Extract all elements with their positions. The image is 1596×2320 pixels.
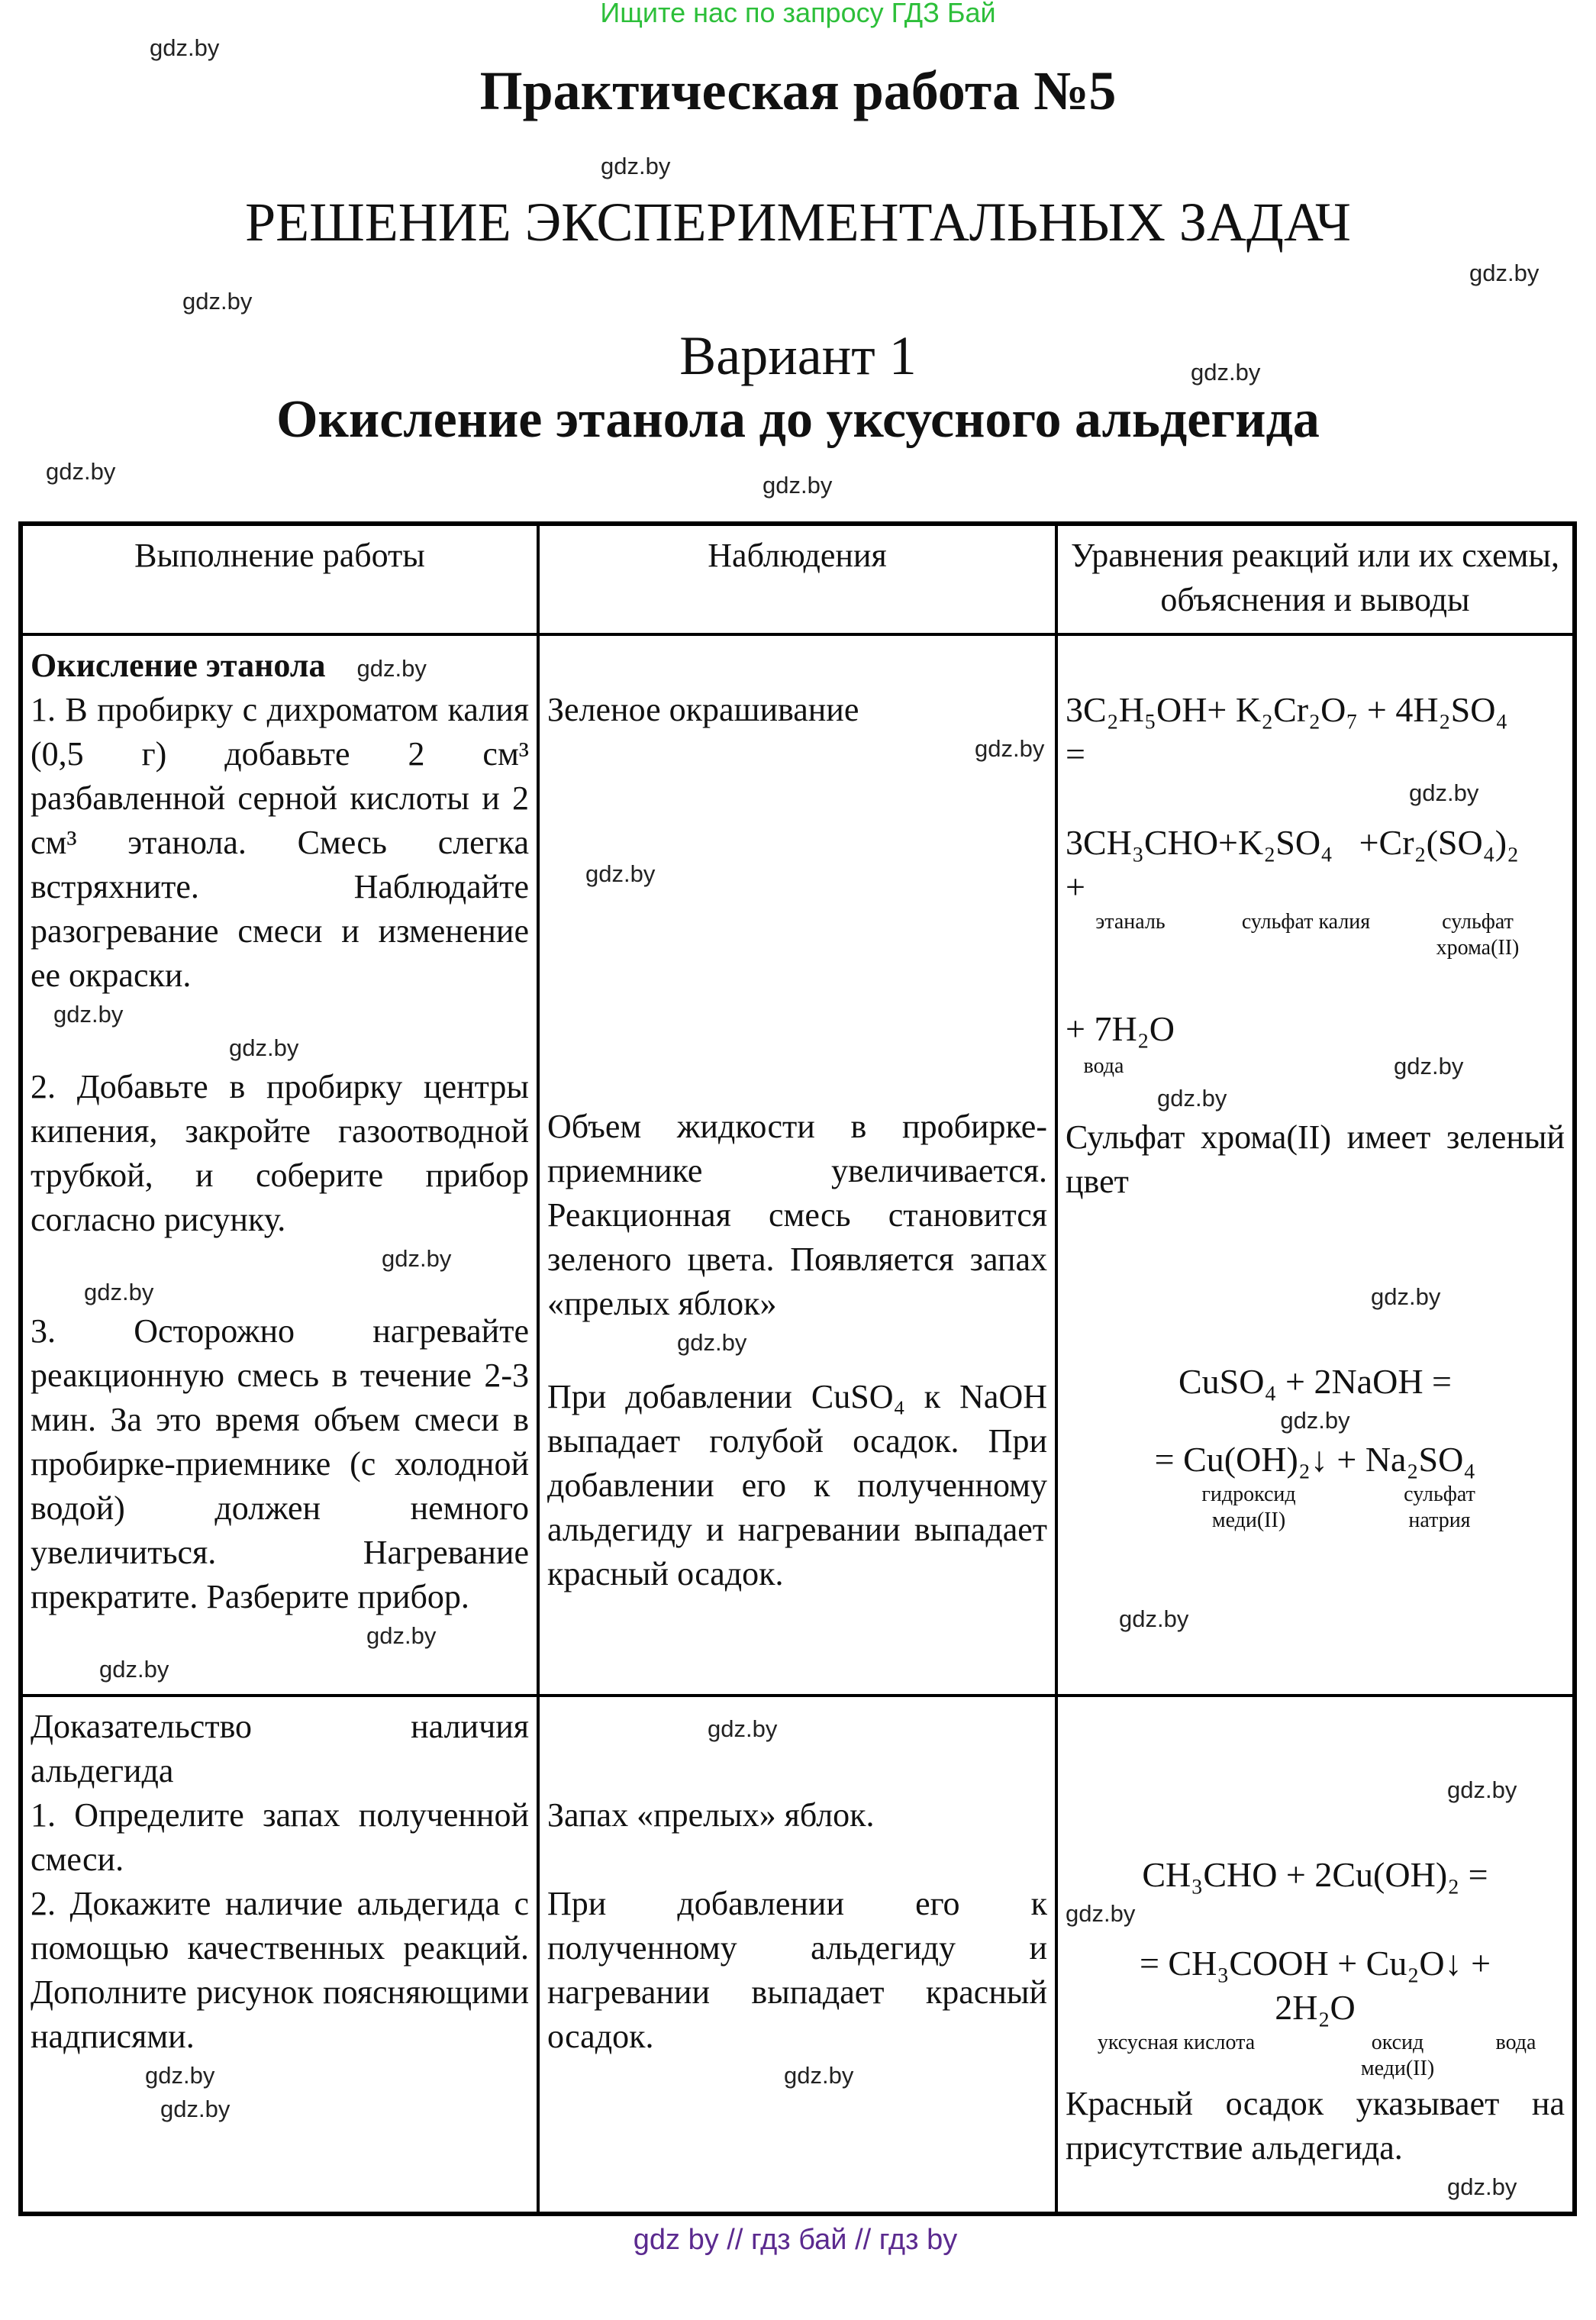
equation-line: 2H₂O [1275,1988,1356,2027]
watermark: gdz.by [356,655,427,682]
watermark: gdz.by [53,1001,124,1028]
header-procedure: Выполнение работы [21,524,538,634]
watermark: gdz.by [1409,779,1479,806]
page-title: Практическая работа №5 [479,60,1117,121]
watermark: gdz.by [229,1034,299,1061]
observation-text: При добавлении его к полученному альдегиду и нагревании выпадает красный осадок. [547,1885,1047,2055]
watermark: gdz.by [1191,359,1261,386]
equation-line: = CH₃COOH + Cu₂O↓ + [1139,1944,1491,1983]
observation-text: Объем жидкости в пробирке-приемнике увеличивается. Реакционная смесь становится зеленого цвета. Появляется запах «прелых яблок» [547,1108,1047,1322]
observation-text: Запах «прелых» яблок. [547,1796,875,1834]
topic-heading: Окисление этанола до уксусного альдегида [276,390,1320,449]
watermark: gdz.by [677,1329,747,1356]
substance-label: сульфат калия [1241,910,1371,934]
substance-label: вода [1083,1054,1124,1078]
substance-label: сульфат натрия [1404,1483,1475,1532]
step-text: 3. Осторожно нагревайте реакционную смесь в течение 2-3 мин. За это время объем смеси в пробирке-приемнике (с холодной водой) должен немного увеличиться. Нагревание прекратите. Разберите прибор. [31,1312,529,1615]
watermark: gdz.by [1394,1053,1464,1079]
equation-line: CuSO₄ + 2NaOH = [1178,1362,1452,1401]
step-text: 1. Определите запах полученной смеси. [31,1796,529,1878]
substance-label: этаналь [1095,910,1166,934]
footer-links[interactable]: gdz by // гдз бай // гдз by [633,2224,958,2256]
section-title: Окисление этанола [31,647,326,684]
table-row [21,634,1575,1696]
equation-line: CH₃CHO + 2Cu(OH)₂ = [1142,1855,1488,1894]
substance-label: уксусная кислота [1097,2031,1256,2054]
conclusion-text: Сульфат хрома(II) имеет зеленый цвет [1066,1118,1565,1200]
observation-text: При добавлении CuSO₄ к NaOH выпадает голубой осадок. При добавлении его к полученному альдегиду и нагревании выпадает красный осадок. [547,1378,1047,1592]
watermark: gdz.by [182,288,253,315]
watermark: gdz.by [1447,2173,1517,2200]
header-observations: Наблюдения [538,524,1056,634]
substance-label: сульфат хрома(II) [1436,910,1520,960]
work-table [18,521,1577,2216]
step-text: 1. В пробирку с дихроматом калия (0,5 г) добавьте 2 см³ разбавленной серной кислоты и 2 см³ этанола. Смесь слегка встряхните. Наблюдайте разогревание смеси и изменение ее окраски. [31,691,529,994]
watermark: gdz.by [84,1279,154,1305]
watermark: gdz.by [1371,1283,1441,1310]
watermark: gdz.by [1157,1085,1227,1112]
substance-labels [1066,1482,1565,1534]
watermark: gdz.by [763,472,833,499]
watermark: gdz.by [975,735,1045,762]
watermark: gdz.by [585,860,656,887]
watermark: gdz.by [784,2062,854,2089]
step-text: 2. Добавьте в пробирку центры кипения, закройте газоотводной трубкой, и соберите прибор согласно рисунку. [31,1068,529,1238]
equation-line: = Cu(OH)₂↓ + Na₂SO₄ [1154,1440,1476,1479]
section-title-line [31,644,529,688]
watermark: gdz.by [150,34,220,61]
variant-heading: Вариант 1 [679,325,917,386]
watermark: gdz.by [160,2096,231,2122]
observation-text: Зеленое окрашивание [547,691,859,728]
watermark: gdz.by [1119,1605,1189,1632]
watermark: gdz.by [382,1245,452,1272]
substance-labels [1066,909,1565,961]
substance-labels [1066,2030,1565,2082]
watermark: gdz.by [46,458,116,485]
watermark: gdz.by [1066,1900,1136,1927]
equation-line: + 7H₂O [1066,1009,1175,1048]
table-header-row [21,524,1575,634]
equation-line: 3CH₃CHO+K₂SO₄ +Cr₂(SO₄)₂ [1066,823,1520,862]
watermark: gdz.by [1447,1776,1517,1803]
equation-line: = [1066,734,1085,773]
work-subtitle: РЕШЕНИЕ ЭКСПЕРИМЕНТАЛЬНЫХ ЗАДАЧ [245,192,1351,253]
watermark: gdz.by [366,1622,437,1649]
equation-line: 3C₂H₅OH+ K₂Cr₂O₇ + 4H₂SO₄ [1066,690,1508,729]
substance-label: вода [1495,2031,1536,2054]
watermark: gdz.by [1469,260,1540,286]
equation-line: + [1066,867,1085,906]
search-banner[interactable]: Ищите нас по запросу ГДЗ Бай [600,0,996,28]
header-equations: Уравнения реакций или их схемы, объяснения и выводы [1056,524,1575,634]
step-text: 2. Докажите наличие альдегида с помощью качественных реакций. Дополните рисунок поясняющими надписями. [31,1885,529,2055]
table-row [21,1696,1575,2214]
watermark: gdz.by [145,2062,215,2089]
watermark: gdz.by [601,153,671,179]
substance-label: гидроксид меди(II) [1201,1483,1296,1532]
substance-label: оксид меди(II) [1360,2031,1435,2080]
conclusion-text: Красный осадок указывает на присутствие альдегида. [1066,2085,1565,2167]
watermark: gdz.by [708,1715,778,1742]
watermark: gdz.by [1280,1407,1350,1434]
section-title: Доказательство наличия альдегида [31,1708,529,1789]
watermark: gdz.by [99,1656,169,1683]
table-container [18,521,1572,2257]
